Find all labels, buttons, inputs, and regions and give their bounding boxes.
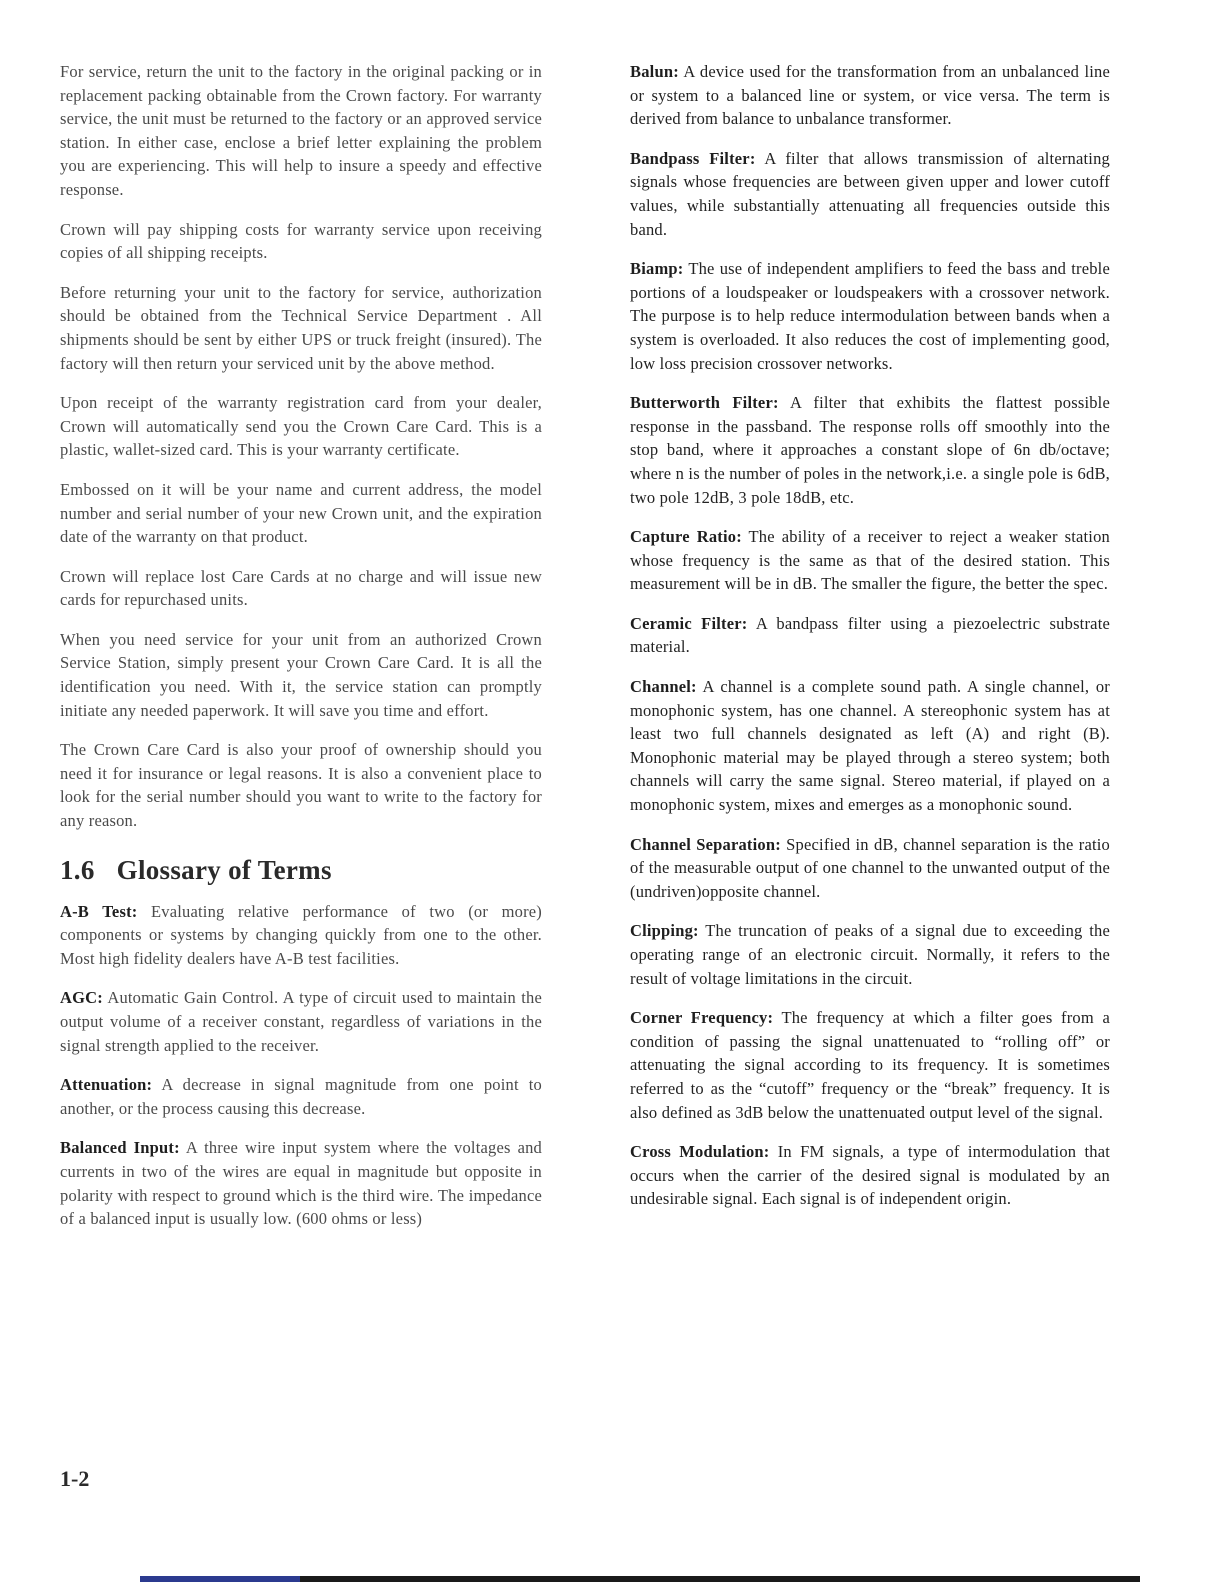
glossary-definition: A device used for the transformation from an unbalanced line or system to a balanced line or system, or vice versa. The term is derived from balance to unbalance transformer. (630, 62, 1110, 129)
glossary-entry (630, 612, 1110, 659)
glossary-entry (630, 675, 1110, 817)
glossary-term: Channel: (630, 677, 697, 697)
glossary-entry (630, 525, 1110, 596)
embossed-paragraph: Embossed on it will be your name and current address, the model number and serial number of your new Crown unit, and the expiration date of the warranty on that product. (60, 479, 542, 547)
glossary-term: Balun: (630, 62, 679, 81)
page-number: 1-2 (60, 1466, 90, 1491)
care-card-paragraph: Upon receipt of the warranty registration card from your dealer, Crown will automatically send you the Crown Care Card. This is a plastic, wallet-sized card. This is your warranty certificate. (60, 393, 542, 460)
lost-cards-paragraph: Crown will replace lost Care Cards at no charge and will issue new cards for repurchased units. (60, 566, 542, 610)
glossary-entry (60, 1136, 542, 1230)
glossary-term: Ceramic Filter: (630, 613, 748, 633)
shipping-costs-paragraph: Crown will pay shipping costs for warranty service upon receiving copies of all shipping receipts. (60, 219, 542, 263)
glossary-definition: The ability of a receiver to reject a weaker station whose frequency is the same as that of the desired station. This measurement will be in dB. The smaller the figure, the better the spec. (630, 527, 1110, 594)
glossary-definition: Evaluating relative performance of two (or more) components or systems by changing quickly from one to the other. Most high fidelity dealers have A-B test facilities. (60, 901, 542, 968)
glossary-term: Capture Ratio: (630, 527, 742, 547)
service-station-paragraph: When you need service for your unit from an authorized Crown Service Station, simply present your Crown Care Card. It is all the identification you need. With it, the service station can promptly initiate any needed paperwork. It will save you time and effort. (60, 629, 542, 720)
section-number: 1.6 (60, 854, 95, 885)
glossary-term: Balanced Input: (60, 1138, 180, 1158)
glossary-definition: A filter that allows transmission of alternating signals whose frequencies are between given upper and lower cutoff values, while substantially attenuating all frequencies outside this band. (630, 148, 1110, 239)
section-title: Glossary of Terms (116, 854, 332, 885)
service-paragraph: For service, return the unit to the factory in the original packing or in replacement packing obtainable from the Crown factory. For warranty service, the unit must be returned to the factory or an approved service station. In either case, enclose a brief letter explaining the problem you are experiencing. This will help to insure a speedy and effective response. (60, 62, 542, 199)
glossary-term: Clipping: (630, 921, 699, 941)
left-column (60, 60, 542, 1247)
proof-of-ownership-paragraph: The Crown Care Card is also your proof of ownership should you need it for insurance or legal reasons. It is also a convenient place to look for the serial number should you want to write to the factory for any reason. (60, 740, 542, 831)
right-column (630, 60, 1110, 1227)
glossary-definition: A three wire input system where the voltages and currents in two of the wires are equal in magnitude but opposite in polarity with respect to ground which is the third wire. The impedance of a balanced input is usually low. (600 ohms or less) (60, 1138, 543, 1229)
glossary-definition: The use of independent amplifiers to feed the bass and treble portions of a loudspeaker or loudspeakers with a crossover network. The purpose is to help reduce intermodulation between bands when a system is overloaded. It also reduces the cost of implementing good, low loss precision crossover networks. (630, 259, 1110, 373)
glossary-term: Corner Frequency: (630, 1008, 774, 1028)
glossary-term: Biamp: (630, 259, 684, 279)
glossary-term: Bandpass Filter: (630, 148, 756, 168)
glossary-entry (630, 1006, 1110, 1124)
glossary-entry (630, 257, 1110, 375)
glossary-term: A-B Test: (60, 901, 138, 921)
glossary-entry (630, 391, 1110, 509)
bottom-rule-accent (140, 1576, 300, 1582)
glossary-definition: The truncation of peaks of a signal due to exceeding the operating range of an electronic circuit. Normally, it refers to the result of voltage limitations in the circuit. (630, 921, 1111, 988)
glossary-definition: Specified in dB, channel separation is the ratio of the measurable output of one channel to the unwanted output of the (undriven)opposite channel. (630, 834, 1110, 901)
section-heading (60, 855, 542, 886)
glossary-entry (60, 1073, 542, 1120)
glossary-definition: A filter that exhibits the flattest possible response in the passband. The response rolls off smoothly into the stop band, where it approaches a constant slope of 6n db/octave; where n is the number of poles in the network,i.e. a single pole is 6dB, two pole 12dB, 3 pole 18dB, etc. (630, 393, 1110, 507)
glossary-definition: A channel is a complete sound path. A single channel, or monophonic system, has one channel. A stereophonic system has at least two full channels designated as left (A) and right (B). Monophonic material may be played through a stereo system; both channels will carry the same signal. Stereo material, if played on a monophonic system, mixes and emerges as a monophonic sound. (630, 677, 1110, 815)
glossary-term: AGC: (60, 988, 103, 1008)
glossary-definition: In FM signals, a type of intermodulation that occurs when the carrier of the desired signal is modulated by an undesirable signal. Each signal is of independent origin. (630, 1142, 1111, 1209)
glossary-term: Attenuation: (60, 1075, 153, 1095)
glossary-definition: The frequency at which a filter goes from a condition of passing the signal unattenuated to “rolling off” or attenuating the signal according to its frequency. It is sometimes referred to as the “cutoff” frequency or the “break” frequency. It is also defined as 3dB below the unattenuated output level of the signal. (630, 1008, 1111, 1122)
glossary-entry (630, 833, 1110, 904)
glossary-definition: A bandpass filter using a piezoelectric substrate material. (630, 613, 1110, 657)
glossary-entry (60, 986, 542, 1057)
glossary-entry (630, 60, 1110, 131)
glossary-entry (630, 919, 1110, 990)
glossary-definition: A decrease in signal magnitude from one point to another, or the process causing this decrease. (60, 1075, 543, 1118)
glossary-entry (630, 147, 1110, 241)
glossary-definition: Automatic Gain Control. A type of circuit used to maintain the output volume of a receiver constant, regardless of variations in the signal strength applied to the receiver. (60, 988, 542, 1055)
glossary-term: Channel Separation: (630, 834, 781, 854)
glossary-entry (630, 1140, 1110, 1211)
glossary-entry (60, 900, 542, 971)
glossary-term: Butterworth Filter: (630, 393, 779, 413)
authorization-paragraph: Before returning your unit to the factory for service, authorization should be obtained from the Technical Service Department . All shipments should be sent by either UPS or truck freight (insured). The factory will then return your serviced unit by the above method. (60, 282, 542, 373)
glossary-term: Cross Modulation: (630, 1142, 770, 1162)
